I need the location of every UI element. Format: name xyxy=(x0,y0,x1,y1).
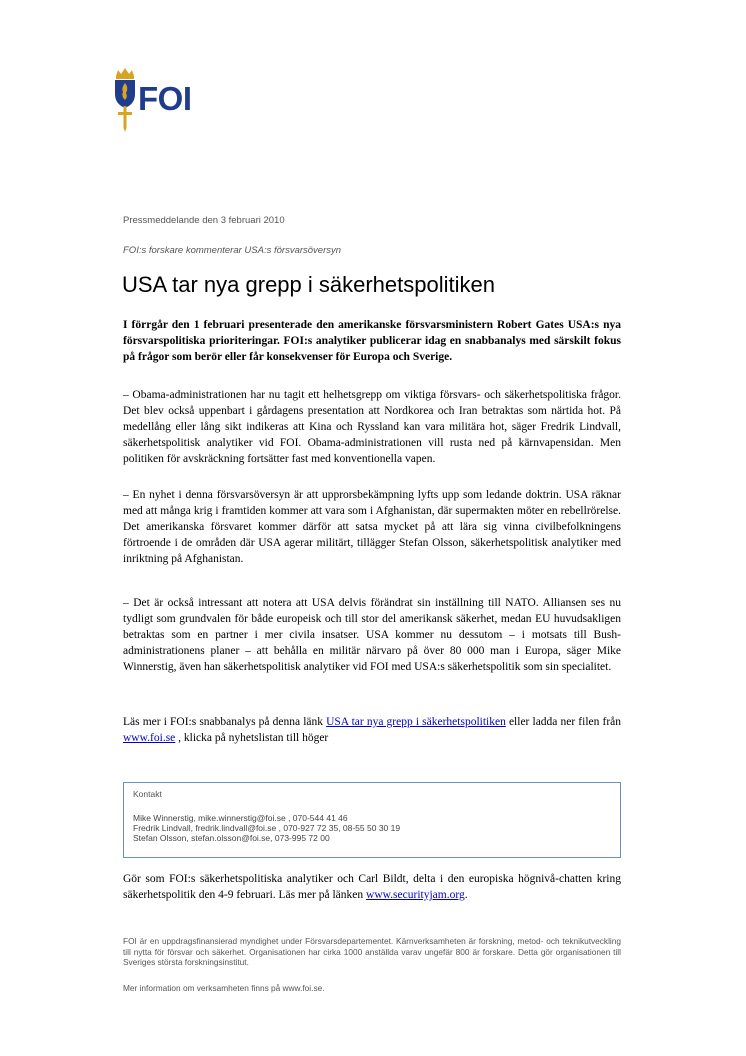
footer-about: FOI är en uppdragsfinansierad myndighet under Försvarsdepartementet. Kärnverksamheten är forskning, metod- och teknikutveckling till nytta för försvar och säkerhet. Organisationen har cirka 1000 anställda varav ungefär 800 är forskare. Detta gör organisationen till Sveriges största forskningsinstitut. xyxy=(123,936,621,967)
security-jam-suffix: . xyxy=(464,889,468,901)
read-more-middle: eller ladda ner filen från xyxy=(505,716,622,728)
security-jam-text: Gör som FOI:s säkerhetspolitiska analytiker och Carl Bildt, delta i den europiska högnivå-chatten kring säkerhetspolitik den 4-9 februari. Läs mer på länken xyxy=(123,873,621,901)
body-paragraph-3: – Det är också intressant att notera att USA delvis förändrat sin inställning till NATO. Alliansen ses nu tydligt som grundvalen för både europeisk och till stor del amerikansk säkerhet, medan EU huvudsakligen betraktas som en partner i mer civila insatser. USA kommer nu dessutom – i motsats till Bush-administrationens planer – att behålla en militär närvaro på över 80 000 man i Europa, säger Mike Winnerstig, även han säkerhetspolitisk analytiker vid FOI med USA:s säkerhetspolitik som sin specialitet. xyxy=(123,597,621,673)
read-more-prefix: Läs mer i FOI:s snabbanalys på denna länk xyxy=(123,716,327,728)
security-jam-paragraph xyxy=(123,871,621,903)
contact-heading: Kontakt xyxy=(133,789,162,799)
securityjam-link[interactable]: www.securityjam.org xyxy=(366,889,465,901)
foi-logo xyxy=(110,66,202,132)
contact-line: Fredrik Lindvall, fredrik.lindvall@foi.se , 070-927 72 35, 08-55 50 30 19 xyxy=(133,823,401,833)
body-paragraph-1: – Obama-administrationen har nu tagit ett helhetsgrepp om viktiga försvars- och säkerhetspolitiska frågor. Det blev också uppenbart i gårdagens presentation att Nordkorea och Iran betraktas som närtida hot. På medellång eller lång sikt indikeras att Kina och Ryssland kan vara militära hot, säger Fredrik Lindvall, säkerhetspolitisk analytiker vid FOI. Obama-administrationen vill rusta ned på kärnvapensidan. Men politiken för avskräckning fortsätter fast med konventionella vapen. xyxy=(123,389,621,465)
kicker: FOI:s forskare kommenterar USA:s försvarsöversyn xyxy=(123,245,342,256)
foi-website-link[interactable]: www.foi.se xyxy=(123,732,176,744)
press-release-date: Pressmeddelande den 3 februari 2010 xyxy=(123,215,285,226)
contact-line: Stefan Olsson, stefan.olsson@foi.se, 073-995 72 00 xyxy=(133,833,330,843)
page-title: USA tar nya grepp i säkerhetspolitiken xyxy=(122,272,495,297)
crown-emblem-icon xyxy=(110,66,140,132)
logo-text: FOI xyxy=(138,80,192,117)
read-more-paragraph xyxy=(123,714,621,746)
analysis-link[interactable]: USA tar nya grepp i säkerhetspolitiken xyxy=(326,716,506,728)
footer-more-info: Mer information om verksamheten finns på www.foi.se. xyxy=(123,983,325,993)
contact-box xyxy=(123,782,621,858)
read-more-suffix: , klicka på nyhetslistan till höger xyxy=(175,732,329,744)
body-paragraph-2: – En nyhet i denna försvarsöversyn är att upprorsbekämpning lyfts upp som ledande doktrin. USA räknar med att många krig i framtiden kommer att vara som i Afghanistan, där supermakten möter en rebellrörelse. Det amerikanska försvaret kommer därför att satsa mycket på att lära sig vinna civilbefolkningens förtroende i de områden där USA agerar militärt, tillägger Stefan Olsson, säkerhetspolitisk analytiker med inriktning på Afghanistan. xyxy=(123,489,621,565)
lead-paragraph: I förrgår den 1 februari presenterade den amerikanske försvarsministern Robert Gates USA:s nya försvarspolitiska prioriteringar. FOI:s analytiker publicerar idag en snabbanalys med särskilt fokus på frågor som berör eller får konsekvenser för Europa och Sverige. xyxy=(123,319,621,363)
contact-line: Mike Winnerstig, mike.winnerstig@foi.se , 070-544 41 46 xyxy=(133,813,348,823)
